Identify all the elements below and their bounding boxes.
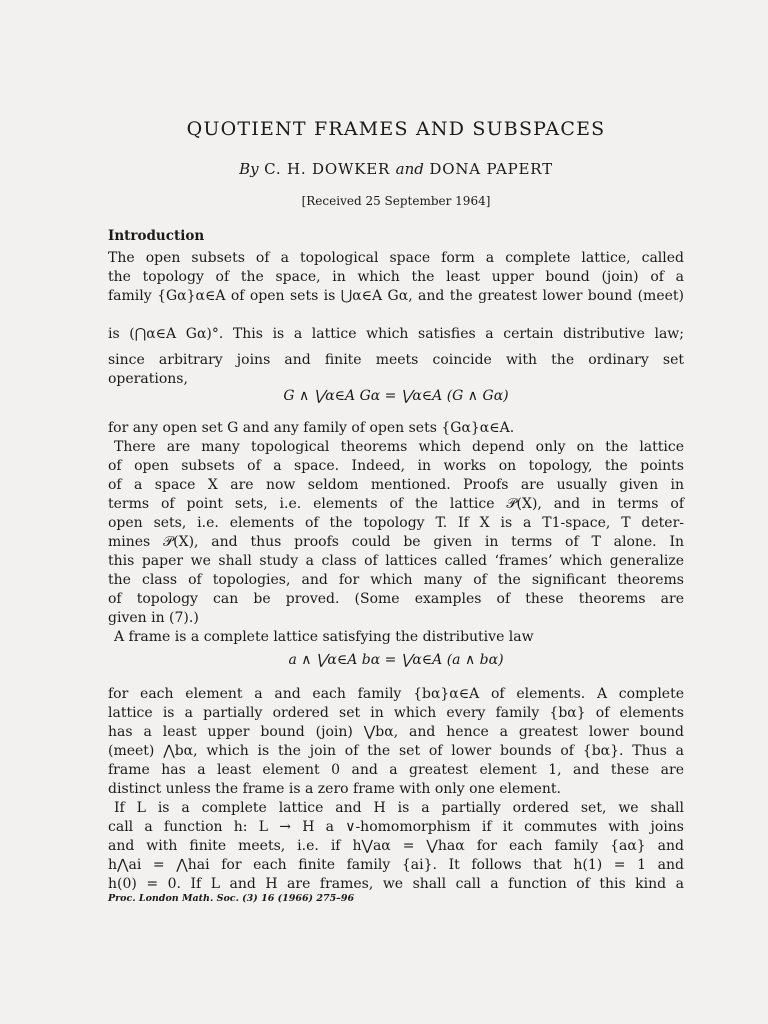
body-line: frame has a least element 0 and a greatest element 1, and these are bbox=[108, 762, 684, 778]
body-line: If L is a complete lattice and H is a partially ordered set, we shall bbox=[114, 800, 684, 816]
body-line: has a least upper bound (join) ⋁bα, and hence a greatest lower bound bbox=[108, 724, 684, 740]
byline bbox=[108, 160, 684, 178]
body-line: of topology can be proved. (Some examples of these theorems are bbox=[108, 591, 684, 607]
section-heading: Introduction bbox=[108, 228, 205, 244]
body-line: lattice is a partially ordered set in which every family {bα} of elements bbox=[108, 705, 684, 721]
body-line: operations, bbox=[108, 371, 188, 387]
body-line: since arbitrary joins and finite meets coincide with the ordinary set bbox=[108, 352, 684, 368]
paper-page bbox=[108, 0, 684, 1024]
body-line: of open subsets of a space. Indeed, in works on topology, the points bbox=[108, 458, 684, 474]
body-line: The open subsets of a topological space form a complete lattice, called bbox=[108, 250, 684, 266]
body-line: open sets, i.e. elements of the topology T. If X is a T1-space, T deter- bbox=[108, 515, 684, 531]
body-line: (meet) ⋀bα, which is the join of the set of lower bounds of {bα}. Thus a bbox=[108, 743, 684, 759]
body-line: this paper we shall study a class of lattices called ‘frames’ which generalize bbox=[108, 553, 684, 569]
received-date: [Received 25 September 1964] bbox=[301, 194, 491, 208]
body-line: There are many topological theorems which depend only on the lattice bbox=[114, 439, 684, 455]
byline-by: By bbox=[239, 160, 259, 178]
body-line: h(0) = 0. If L and H are frames, we shall call a function of this kind a bbox=[108, 876, 684, 892]
equation-1: G ∧ ⋁α∈A Gα = ⋁α∈A (G ∧ Gα) bbox=[283, 388, 509, 404]
body-line: and with finite meets, i.e. if h⋁aα = ⋁haα for each family {aα} and bbox=[108, 838, 684, 854]
body-line: given in (7).) bbox=[108, 610, 199, 626]
body-line: mines 𝒫(X), and thus proofs could be given in terms of T alone. In bbox=[108, 534, 684, 550]
body-line: terms of point sets, i.e. elements of the lattice 𝒫(X), and in terms of bbox=[108, 496, 684, 512]
body-line: A frame is a complete lattice satisfying the distributive law bbox=[114, 629, 534, 645]
body-line: distinct unless the frame is a zero frame with only one element. bbox=[108, 781, 561, 797]
paper-title: QUOTIENT FRAMES AND SUBSPACES bbox=[186, 118, 606, 140]
body-line: for any open set G and any family of open sets {Gα}α∈A. bbox=[108, 420, 515, 436]
author-1: C. H. DOWKER bbox=[264, 160, 391, 178]
body-line: of a space X are now seldom mentioned. Proofs are usually given in bbox=[108, 477, 684, 493]
body-line: family {Gα}α∈A of open sets is ⋃α∈A Gα, and the greatest lower bound (meet) bbox=[108, 288, 684, 304]
author-2: DONA PAPERT bbox=[429, 160, 553, 178]
body-line: is (⋂α∈A Gα)°. This is a lattice which satisfies a certain distributive law; bbox=[108, 326, 684, 342]
equation-2: a ∧ ⋁α∈A bα = ⋁α∈A (a ∧ bα) bbox=[288, 652, 504, 668]
body-line: call a function h: L → H a ∨-homomorphism if it commutes with joins bbox=[108, 819, 684, 835]
body-line: the class of topologies, and for which many of the significant theorems bbox=[108, 572, 684, 588]
body-line: for each element a and each family {bα}α∈A of elements. A complete bbox=[108, 686, 684, 702]
byline-and: and bbox=[395, 160, 424, 178]
body-line: h⋀ai = ⋀hai for each finite family {ai}. It follows that h(1) = 1 and bbox=[108, 857, 684, 873]
body-line: the topology of the space, in which the least upper bound (join) of a bbox=[108, 269, 684, 285]
journal-footer: Proc. London Math. Soc. (3) 16 (1966) 275–96 bbox=[108, 893, 355, 904]
